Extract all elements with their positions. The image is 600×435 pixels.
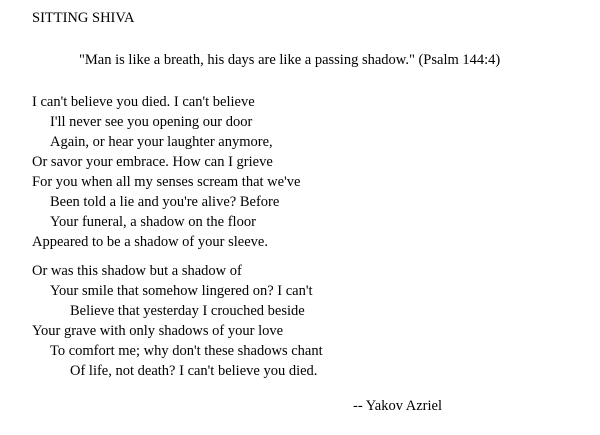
stanza-2 — [32, 261, 323, 381]
poem-line: Or was this shadow but a shadow of — [32, 263, 242, 279]
poem-line: I can't believe you died. I can't believe — [32, 94, 255, 110]
poem-line: Appeared to be a shadow of your sleeve. — [32, 234, 268, 250]
poem-line: I'll never see you opening our door — [50, 114, 253, 130]
poem-line: Believe that yesterday I crouched beside — [70, 303, 305, 319]
epigraph: "Man is like a breath, his days are like a passing shadow." (Psalm 144:4) — [79, 52, 501, 68]
attribution: -- Yakov Azriel — [353, 398, 443, 414]
poem-line: Your smile that somehow lingered on? I can't — [50, 283, 313, 299]
poem-line: Been told a lie and you're alive? Before — [50, 194, 280, 210]
poem-title: SITTING SHIVA — [32, 10, 135, 26]
stanza-1 — [32, 92, 300, 252]
poem-line: Your funeral, a shadow on the floor — [50, 214, 256, 230]
poem-line: Your grave with only shadows of your love — [32, 323, 284, 339]
poem-line: Again, or hear your laughter anymore, — [50, 134, 273, 150]
poem-line: To comfort me; why don't these shadows chant — [50, 343, 323, 359]
poem-line: For you when all my senses scream that we've — [32, 174, 301, 190]
poem-line: Of life, not death? I can't believe you died. — [70, 363, 318, 379]
poem-line: Or savor your embrace. How can I grieve — [32, 154, 273, 170]
